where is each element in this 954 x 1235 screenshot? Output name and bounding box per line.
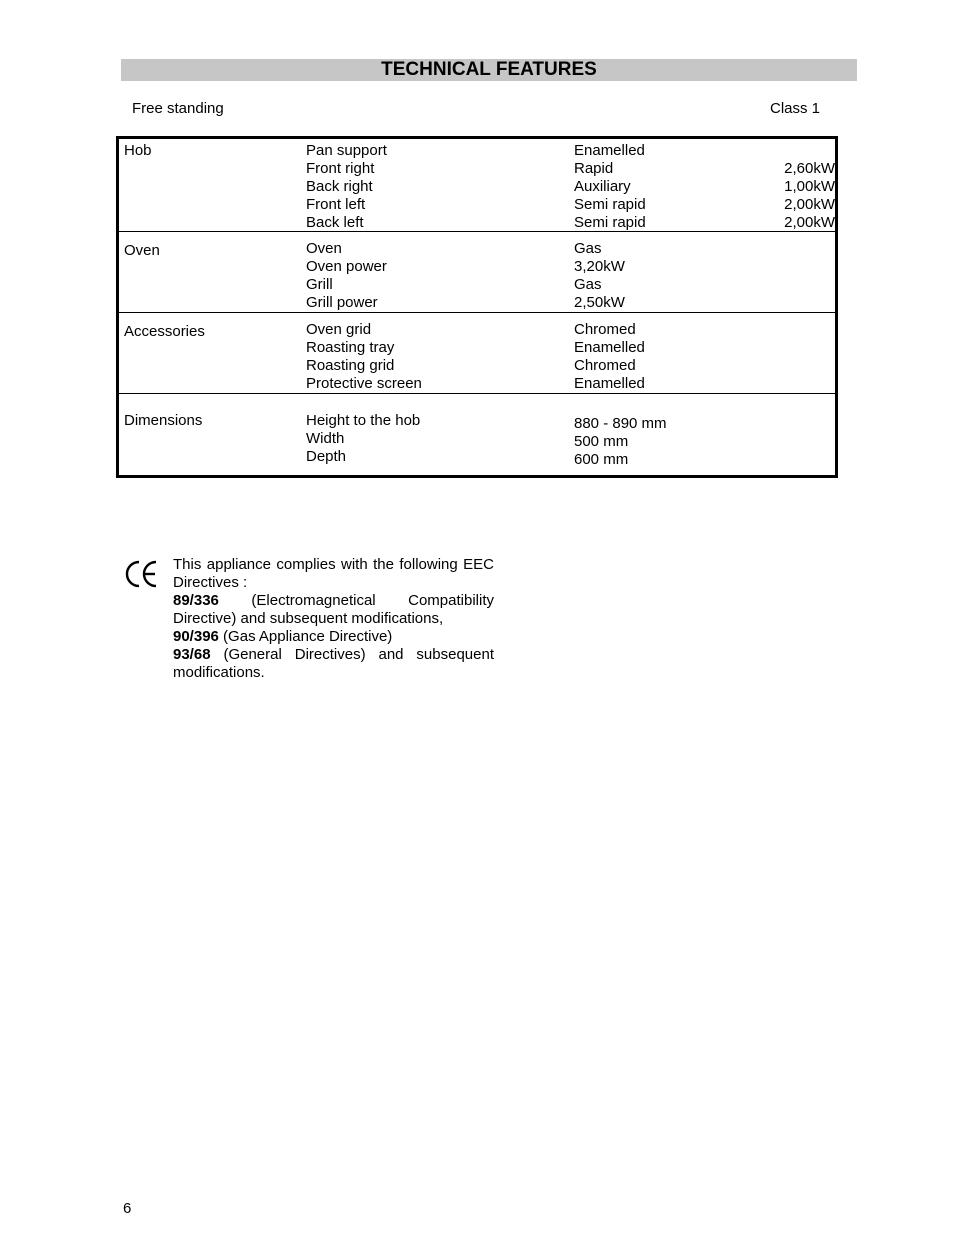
list-item: Front right bbox=[306, 160, 375, 177]
category-label: Dimensions bbox=[124, 412, 203, 429]
list-item: Auxiliary bbox=[574, 178, 631, 195]
list-item: Grill power bbox=[306, 294, 378, 311]
category-label: Hob bbox=[124, 142, 152, 159]
item-list bbox=[306, 240, 387, 312]
list-item: 500 mm bbox=[574, 433, 629, 450]
list-item: 2,00kW bbox=[784, 214, 835, 231]
list-item: Front left bbox=[306, 196, 366, 213]
list-item: Back right bbox=[306, 178, 373, 195]
list-item: Protective screen bbox=[306, 375, 422, 392]
compliance-intro: This appliance complies with the following EEC Directives : bbox=[173, 556, 494, 591]
list-item: 880 - 890 mm bbox=[574, 415, 667, 432]
list-item: 2,50kW bbox=[574, 294, 625, 311]
item-list bbox=[306, 142, 387, 232]
list-item: Roasting tray bbox=[306, 339, 395, 356]
list-item: Oven bbox=[306, 240, 342, 257]
list-item: Width bbox=[306, 430, 345, 447]
list-item: 1,00kW bbox=[784, 178, 835, 195]
value-list bbox=[574, 240, 625, 312]
page-title: TECHNICAL FEATURES bbox=[121, 59, 857, 81]
section-hob bbox=[119, 139, 835, 232]
directive-text: (Electromagnetical Compatibility Directive) and subsequent modifications, bbox=[173, 592, 494, 627]
installation-type: Free standing bbox=[132, 100, 224, 117]
section-accessories bbox=[119, 313, 835, 394]
directive-text: (Gas Appliance Directive) bbox=[218, 628, 393, 645]
directive-90-396 bbox=[173, 628, 494, 646]
list-item: 3,20kW bbox=[574, 258, 625, 275]
technical-features-table bbox=[116, 136, 838, 478]
directive-code: 93/68 bbox=[173, 646, 211, 663]
category-label: Oven bbox=[124, 242, 160, 259]
list-item: 2,60kW bbox=[784, 160, 835, 177]
directive-code: 90/396 bbox=[173, 628, 219, 645]
list-item: Roasting grid bbox=[306, 357, 395, 374]
list-item: Rapid bbox=[574, 160, 614, 177]
list-item: Depth bbox=[306, 448, 347, 465]
compliance-text bbox=[173, 556, 494, 682]
list-item: Oven grid bbox=[306, 321, 372, 338]
power-list bbox=[784, 160, 835, 232]
list-item: Gas bbox=[574, 240, 602, 257]
list-item: Enamelled bbox=[574, 339, 645, 356]
section-dimensions bbox=[119, 394, 835, 475]
list-item: Grill bbox=[306, 276, 333, 293]
list-item: Chromed bbox=[574, 321, 636, 338]
value-list bbox=[574, 142, 646, 232]
value-list bbox=[574, 321, 645, 393]
appliance-class: Class 1 bbox=[770, 100, 821, 117]
list-item: Enamelled bbox=[574, 142, 645, 159]
list-item: Pan support bbox=[306, 142, 387, 159]
list-item: Back left bbox=[306, 214, 364, 231]
list-item: Chromed bbox=[574, 357, 636, 374]
list-item: Semi rapid bbox=[574, 214, 646, 231]
item-list bbox=[306, 321, 422, 393]
directive-89-336 bbox=[173, 592, 494, 628]
ce-mark-icon bbox=[124, 558, 160, 590]
item-list bbox=[306, 412, 420, 466]
list-item: Semi rapid bbox=[574, 196, 646, 213]
category-label: Accessories bbox=[124, 323, 205, 340]
list-item: Height to the hob bbox=[306, 412, 421, 429]
list-item: Enamelled bbox=[574, 375, 645, 392]
directive-text: (General Directives) and subsequent modifications. bbox=[173, 646, 494, 681]
list-item: 600 mm bbox=[574, 451, 629, 468]
directive-93-68 bbox=[173, 646, 494, 682]
list-item: Oven power bbox=[306, 258, 387, 275]
list-item: Gas bbox=[574, 276, 602, 293]
value-list bbox=[574, 415, 667, 469]
page-number: 6 bbox=[123, 1200, 132, 1217]
section-oven bbox=[119, 232, 835, 313]
list-item: 2,00kW bbox=[784, 196, 835, 213]
directive-code: 89/336 bbox=[173, 592, 219, 609]
